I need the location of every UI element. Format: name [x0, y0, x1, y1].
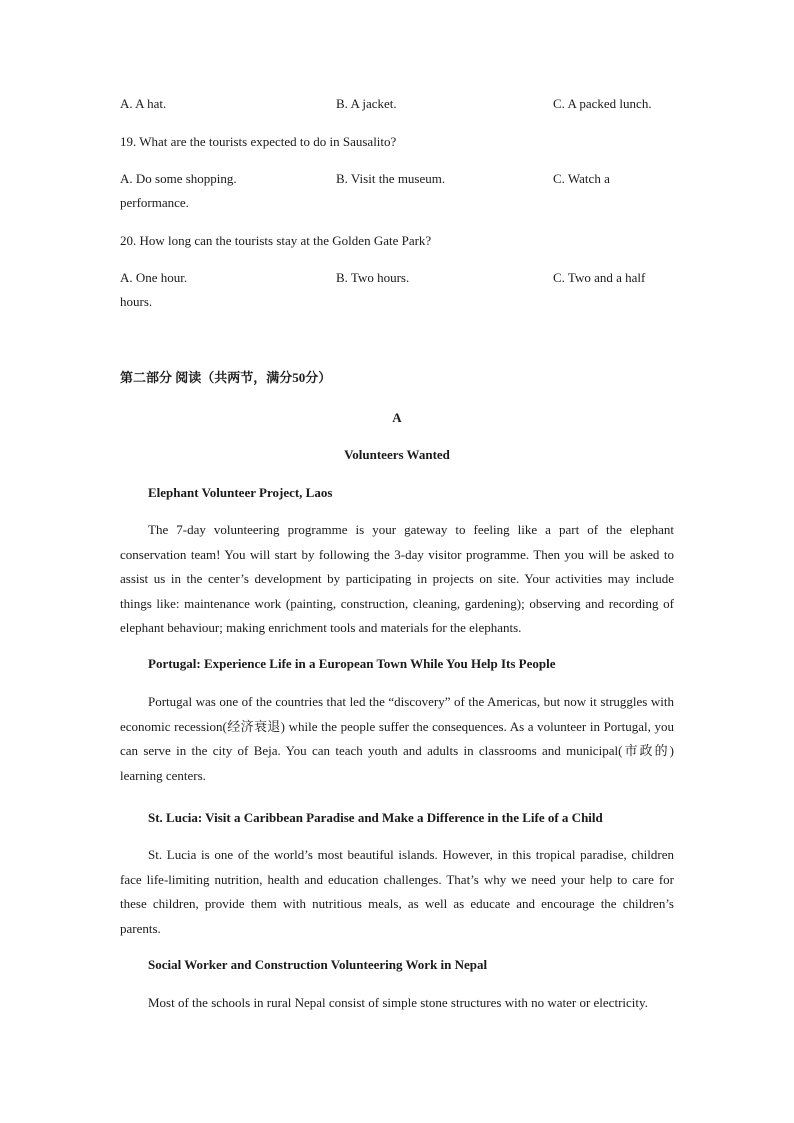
q18-option-b: B. A jacket. — [336, 96, 397, 111]
q20-option-c-continued: hours. — [120, 294, 153, 309]
q20-option-a: A. One hour. — [120, 270, 188, 285]
project-text-portugal: Portugal was one of the countries that led the “discovery” of the Americas, but now it struggles with economic recession(经济衰退) while the people suffer the consequences. As a volunteer in Portugal, you can serve in the city of Beja. You can teach youth and adults in classrooms and municipal(市政的) learning centers. — [120, 694, 674, 783]
project-heading-portugal: Portugal: Experience Life in a European Town While You Help Its People — [148, 656, 556, 671]
project-heading-st-lucia: St. Lucia: Visit a Caribbean Paradise and Make a Difference in the Life of a Child — [148, 810, 603, 825]
project-text-laos: The 7-day volunteering programme is your gateway to feeling like a part of the elephant conservation team! You will start by following the 3-day visitor programme. Then you will be asked to assist us in the center’s development by participating in projects on site. Your activities may include things like: maintenance work (painting, construction, cleaning, gardening); observing and recording of elephant behaviour; making enrichment tools and materials for the elephants. — [120, 522, 674, 635]
part2-heading: 第二部分 阅读（共两节，满分50分） — [120, 370, 332, 385]
q19-option-c-continued: performance. — [120, 195, 189, 210]
q18-option-a: A. A hat. — [120, 96, 167, 111]
q19-question: 19. What are the tourists expected to do in Sausalito? — [120, 134, 397, 149]
q19-option-b: B. Visit the museum. — [336, 171, 446, 186]
project-text-st-lucia: St. Lucia is one of the world’s most beautiful islands. However, in this tropical paradise, children face life-limiting nutrition, health and education challenges. That’s why we need your help to care for these children, provide them with nutritious meals, as well as educate and encourage the children’s parents. — [120, 847, 674, 936]
project-heading-nepal: Social Worker and Construction Volunteering Work in Nepal — [148, 957, 488, 972]
section-letter: A — [392, 410, 402, 425]
q19-options — [120, 171, 674, 187]
passage-title: Volunteers Wanted — [344, 447, 450, 462]
q18-option-c: C. A packed lunch. — [553, 96, 652, 111]
q20-question: 20. How long can the tourists stay at the Golden Gate Park? — [120, 233, 432, 248]
q20-options — [120, 270, 674, 286]
q20-option-c: C. Two and a half — [553, 270, 646, 285]
project-heading-laos: Elephant Volunteer Project, Laos — [148, 485, 333, 500]
q20-option-b: B. Two hours. — [336, 270, 410, 285]
q19-option-a: A. Do some shopping. — [120, 171, 237, 186]
q18-options — [120, 96, 674, 112]
q19-option-c: C. Watch a — [553, 171, 610, 186]
project-text-nepal: Most of the schools in rural Nepal consist of simple stone structures with no water or electricity. — [148, 995, 648, 1010]
